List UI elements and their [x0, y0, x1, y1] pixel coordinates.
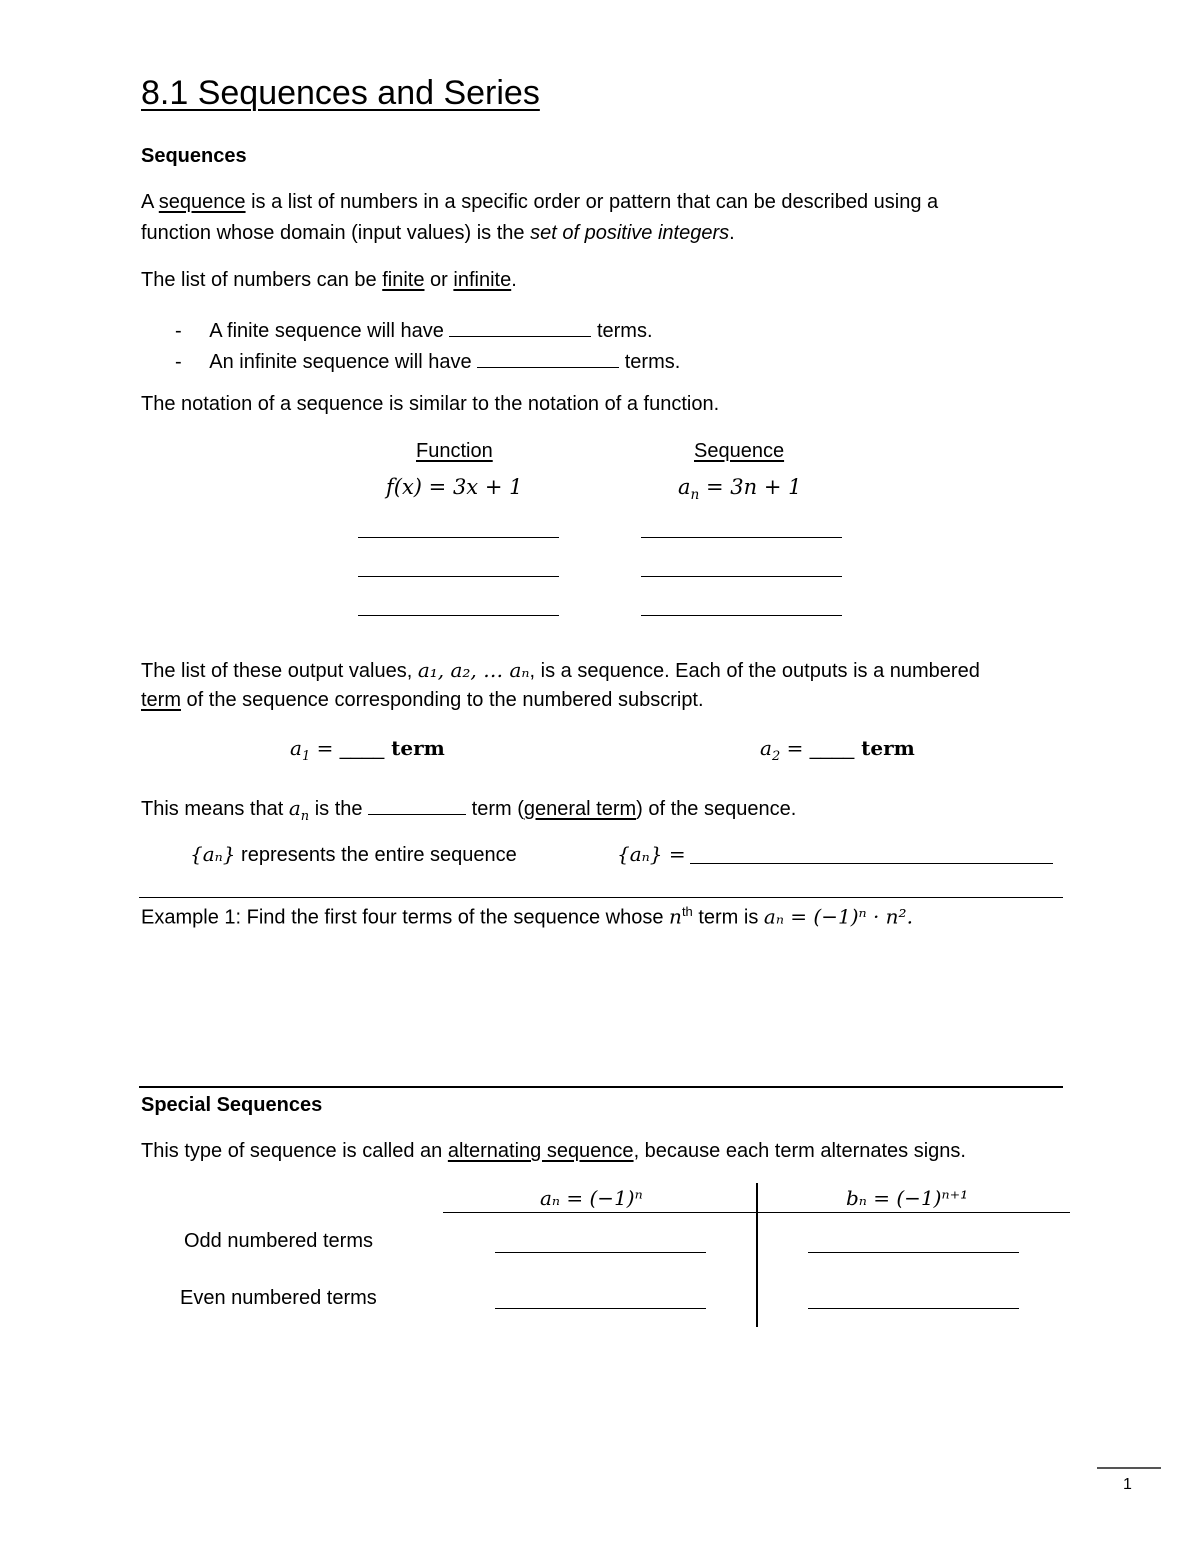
intro-line-1: [141, 191, 938, 214]
bullet-text: terms.: [591, 320, 653, 342]
answer-line: [808, 1252, 1019, 1253]
answer-line: [495, 1252, 706, 1253]
text: , because each term alternates signs.: [633, 1140, 966, 1162]
term-word: term: [854, 736, 915, 760]
fill-in-blank: [449, 316, 591, 337]
intro-line-2: [141, 222, 735, 245]
table-row-odd: Odd numbered terms: [184, 1230, 373, 1252]
bullet-dash: -: [175, 351, 182, 373]
intro-text: .: [729, 222, 735, 244]
text: represents the entire sequence: [235, 844, 517, 866]
answer-line: [690, 863, 1053, 864]
bullet-finite: [175, 316, 653, 343]
term-infinite: infinite: [453, 269, 512, 291]
term-sequence: sequence: [158, 191, 246, 213]
text: , is a sequence. Each of the outputs is a numbered: [529, 660, 980, 682]
page-title: 8.1 Sequences and Series: [141, 74, 540, 112]
intro-text: is a list of numbers in a specific order or pattern that can be described using a: [245, 191, 939, 213]
term-finite: finite: [382, 269, 425, 291]
text: The list of numbers can be: [141, 269, 383, 291]
math-sub: 1: [301, 749, 311, 764]
bullet-text: A finite sequence will have: [209, 320, 450, 342]
section-heading-special: Special Sequences: [141, 1094, 323, 1116]
math-eq: =: [780, 736, 810, 760]
table-row-even: Even numbered terms: [180, 1287, 377, 1309]
example-formula: aₙ = (−1)ⁿ · n².: [763, 904, 913, 929]
text: .: [511, 269, 517, 291]
math-a: a: [760, 736, 772, 760]
text: or: [424, 269, 454, 291]
fill-in-blank: ____: [809, 738, 855, 760]
a2-line: [760, 736, 915, 764]
bullet-text: An infinite sequence will have: [209, 351, 478, 373]
answer-line: [358, 615, 559, 616]
text: of the sequence corresponding to the numbered subscript.: [181, 689, 704, 711]
answer-line: [641, 537, 842, 538]
math-sub: n: [300, 809, 310, 824]
divider: [139, 897, 1063, 898]
output-line-1: [141, 658, 980, 683]
text: Example 1: Find the first four terms of the sequence whose: [141, 906, 670, 929]
answer-line: [495, 1308, 706, 1309]
term-general: general term: [523, 798, 637, 820]
table-col-bn: bₙ = (−1)ⁿ⁺¹: [846, 1186, 969, 1210]
a1-line: [290, 736, 445, 764]
intro-italic: set of positive integers: [530, 222, 730, 244]
math-n: n: [669, 904, 682, 929]
term-alternating: alternating sequence: [447, 1140, 634, 1162]
math-a: a: [678, 475, 691, 499]
finite-infinite-line: [141, 269, 517, 292]
math-terms: a₁, a₂, … aₙ: [417, 658, 530, 682]
math-eq: =: [310, 736, 340, 760]
page-number: 1: [1123, 1476, 1132, 1493]
divider-thick: [139, 1086, 1063, 1088]
text: This means that: [141, 798, 289, 820]
fill-in-blank: ____: [339, 738, 385, 760]
sequence-formula: [678, 475, 801, 503]
text: term (: [466, 798, 524, 820]
bullet-text: terms.: [619, 351, 681, 373]
text: ) of the sequence.: [636, 798, 797, 820]
math-a: a: [288, 796, 301, 820]
answer-line: [358, 576, 559, 577]
math-a: a: [290, 736, 302, 760]
fill-in-blank: [477, 347, 619, 368]
output-line-2: [141, 689, 704, 712]
answer-line: [358, 537, 559, 538]
math-set: {aₙ}: [190, 842, 236, 866]
term-term: term: [141, 689, 181, 711]
function-header: Function: [416, 440, 493, 462]
page-number-rule: [1097, 1467, 1161, 1469]
example-1: [141, 904, 913, 930]
term-word: term: [384, 736, 445, 760]
text: The list of these output values,: [141, 660, 418, 682]
represents-right: {aₙ} =: [617, 842, 686, 866]
function-formula: f(x) = 3x + 1: [386, 475, 523, 499]
intro-text: function whose domain (input values) is the: [141, 222, 531, 244]
general-term-line: [141, 794, 796, 824]
fill-in-blank: [368, 794, 466, 815]
intro-text: A: [141, 191, 159, 213]
text: This type of sequence is called an: [141, 1140, 448, 1162]
superscript-th: th: [681, 904, 693, 919]
answer-line: [641, 576, 842, 577]
text: is the: [309, 798, 369, 820]
represents-left: [190, 842, 517, 867]
answer-line: [641, 615, 842, 616]
alternating-line: [141, 1140, 966, 1163]
section-heading-sequences: Sequences: [141, 145, 247, 167]
math-sub: 2: [771, 749, 781, 764]
bullet-infinite: [175, 347, 680, 374]
math-sub: n: [690, 487, 700, 504]
text: term is: [692, 906, 764, 929]
math-rest: = 3n + 1: [699, 475, 802, 499]
answer-line: [808, 1308, 1019, 1309]
table-col-an: aₙ = (−1)ⁿ: [540, 1186, 643, 1210]
sequence-header: Sequence: [694, 440, 785, 462]
notation-line: The notation of a sequence is similar to the notation of a function.: [141, 393, 720, 415]
bullet-dash: -: [175, 320, 182, 342]
table-divider: [756, 1183, 758, 1327]
